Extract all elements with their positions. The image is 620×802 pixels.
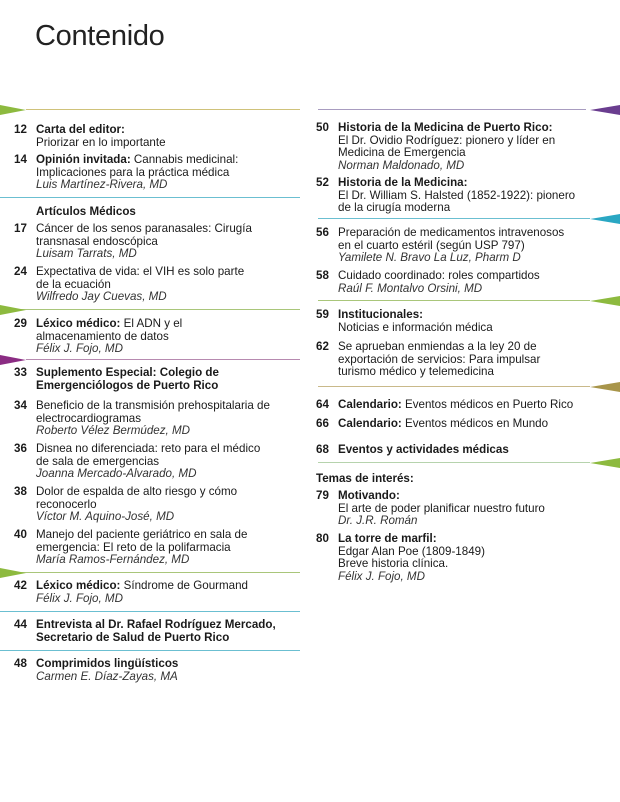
entry-author: Wilfredo Jay Cuevas, MD bbox=[36, 290, 167, 304]
divider bbox=[0, 572, 300, 573]
green-triangle-marker bbox=[590, 296, 620, 306]
entry-title-cont: Emergenciólogos de Puerto Rico bbox=[36, 378, 219, 392]
entry-subtitle-cont: Breve historia clínica. bbox=[338, 557, 449, 571]
entry-author: Dr. J.R. Román bbox=[338, 514, 418, 528]
entry-title-cont: transnasal endoscópica bbox=[36, 234, 158, 248]
entry-title: Eventos médicos en Mundo bbox=[401, 417, 549, 430]
entry-title-cont: Implicaciones para la práctica médica bbox=[36, 165, 230, 179]
divider bbox=[0, 197, 300, 198]
entry-title: Suplemento Especial: Colegio de bbox=[36, 366, 219, 379]
entry-title: Eventos médicos en Puerto Rico bbox=[401, 398, 574, 411]
entry-author: Roberto Vélez Bermúdez, MD bbox=[36, 424, 191, 438]
teal-triangle-marker bbox=[590, 214, 620, 224]
page-number: 68 bbox=[316, 443, 329, 456]
page-number: 52 bbox=[316, 176, 329, 189]
page-number: 44 bbox=[14, 618, 27, 631]
entry-title: Cannabis medicinal: bbox=[130, 153, 239, 166]
entry-title-cont: en el cuarto estéril (según USP 797) bbox=[338, 238, 525, 252]
entry-title: Historia de la Medicina de Puerto Rico: bbox=[338, 121, 553, 134]
page-number: 17 bbox=[14, 222, 27, 235]
entry-title-cont: electrocardiogramas bbox=[36, 411, 142, 425]
page-number: 64 bbox=[316, 398, 329, 411]
entry-title: Disnea no diferenciada: reto para el médico bbox=[36, 442, 261, 455]
divider bbox=[318, 462, 590, 463]
page-title: Contenido bbox=[35, 20, 165, 52]
divider bbox=[318, 109, 586, 110]
magenta-triangle-marker bbox=[0, 355, 26, 365]
entry-title: Beneficio de la transmisión prehospitalaria de bbox=[36, 399, 270, 412]
page-number: 79 bbox=[316, 489, 329, 502]
entry-author: Víctor M. Aquino-José, MD bbox=[36, 510, 175, 524]
entry-author: Luis Martínez-Rivera, MD bbox=[36, 178, 168, 192]
entry-subtitle: El arte de poder planificar nuestro futuro bbox=[338, 501, 545, 515]
page-number: 58 bbox=[316, 269, 329, 282]
section-heading: Artículos Médicos bbox=[36, 205, 136, 218]
entry-title: Manejo del paciente geriátrico en sala de bbox=[36, 528, 248, 541]
entry-title: Expectativa de vida: el VIH es solo parte bbox=[36, 265, 245, 278]
entry-title: Motivando: bbox=[338, 489, 400, 502]
page-number: 29 bbox=[14, 317, 27, 330]
green-triangle-marker bbox=[0, 568, 26, 578]
entry-author: Carmen E. Díaz-Zayas, MA bbox=[36, 669, 178, 683]
entry-author: María Ramos-Fernández, MD bbox=[36, 553, 190, 567]
page-number: 38 bbox=[14, 485, 27, 498]
entry-title: al Dr. Rafael Rodríguez Mercado, bbox=[92, 618, 276, 631]
entry-author: Luisam Tarrats, MD bbox=[36, 247, 137, 261]
gold-triangle-marker bbox=[590, 382, 620, 392]
entry-subtitle: Priorizar en lo importante bbox=[36, 135, 166, 149]
page-number: 59 bbox=[316, 308, 329, 321]
entry-title: Institucionales: bbox=[338, 308, 424, 321]
divider bbox=[26, 109, 300, 110]
entry-title-cont: de la ecuación bbox=[36, 277, 111, 291]
entry-title-cont: almacenamiento de datos bbox=[36, 329, 169, 343]
purple-triangle-marker bbox=[590, 105, 620, 115]
page-number: 12 bbox=[14, 123, 27, 136]
entry-title: Cáncer de los senos paranasales: Cirugía bbox=[36, 222, 252, 235]
divider bbox=[26, 359, 300, 360]
page-number: 14 bbox=[14, 153, 27, 166]
entry-title-cont: de sala de emergencias bbox=[36, 454, 160, 468]
entry-author: Yamilete N. Bravo La Luz, Pharm D bbox=[338, 251, 521, 265]
entry-title-cont: reconocerlo bbox=[36, 497, 97, 511]
entry-subtitle: Edgar Alan Poe (1809-1849) bbox=[338, 544, 485, 558]
page-number: 24 bbox=[14, 265, 27, 278]
entry-title: Preparación de medicamentos intravenosos bbox=[338, 226, 565, 239]
page-number: 48 bbox=[14, 657, 27, 670]
entry-label: Léxico médico: bbox=[36, 579, 121, 592]
entry-author: Félix J. Fojo, MD bbox=[36, 591, 123, 605]
page-number: 42 bbox=[14, 579, 27, 592]
entry-title-cont: exportación de servicios: Para impulsar bbox=[338, 352, 541, 366]
page-number: 34 bbox=[14, 399, 27, 412]
divider bbox=[318, 300, 590, 301]
page-number: 62 bbox=[316, 340, 329, 353]
page-number: 66 bbox=[316, 417, 329, 430]
entry-label: Opinión invitada: bbox=[36, 153, 131, 166]
entry-title: Cuidado coordinado: roles compartidos bbox=[338, 269, 540, 282]
entry-subtitle-cont: de la cirugía moderna bbox=[338, 201, 451, 215]
entry-title: Historia de la Medicina: bbox=[338, 176, 468, 189]
divider bbox=[0, 650, 300, 651]
divider bbox=[0, 309, 300, 310]
green-triangle-marker bbox=[0, 105, 26, 115]
entry-author: Norman Maldonado, MD bbox=[338, 158, 465, 172]
entry-title: Dolor de espalda de alto riesgo y cómo bbox=[36, 485, 238, 498]
entry-title: Comprimidos lingüísticos bbox=[36, 657, 179, 670]
entry-label: Léxico médico: bbox=[36, 317, 121, 330]
entry-author: Félix J. Fojo, MD bbox=[36, 342, 123, 356]
entry-title-cont2: turismo médico y telemedicina bbox=[338, 365, 494, 379]
entry-author: Raúl F. Montalvo Orsini, MD bbox=[338, 281, 483, 295]
entry-title: Se aprueban enmiendas a la ley 20 de bbox=[338, 340, 537, 353]
divider bbox=[318, 218, 590, 219]
entry-title: Eventos y actividades médicas bbox=[338, 443, 509, 456]
green-triangle-marker bbox=[0, 305, 26, 315]
page-number: 40 bbox=[14, 528, 27, 541]
page-number: 80 bbox=[316, 532, 329, 545]
page-number: 56 bbox=[316, 226, 329, 239]
entry-subtitle: El Dr. Ovidio Rodríguez: pionero y líder en bbox=[338, 133, 556, 147]
entry-subtitle-cont: Medicina de Emergencia bbox=[338, 146, 466, 160]
entry-title-cont: Secretario de Salud de Puerto Rico bbox=[36, 630, 230, 644]
entry-author: Joanna Mercado-Alvarado, MD bbox=[36, 467, 197, 481]
entry-title-cont: emergencia: El reto de la polifarmacia bbox=[36, 540, 231, 554]
entry-label: Calendario: bbox=[338, 417, 402, 430]
divider bbox=[0, 611, 300, 612]
divider bbox=[318, 386, 590, 387]
entry-subtitle: Noticias e información médica bbox=[338, 320, 493, 334]
entry-label: Calendario: bbox=[338, 398, 402, 411]
entry-label: Entrevista bbox=[36, 618, 93, 631]
page-number: 33 bbox=[14, 366, 27, 379]
entry-author: Félix J. Fojo, MD bbox=[338, 569, 425, 583]
green-triangle-marker bbox=[590, 458, 620, 468]
entry-title: Síndrome de Gourmand bbox=[120, 579, 249, 592]
page-number: 50 bbox=[316, 121, 329, 134]
entry-title: La torre de marfil: bbox=[338, 532, 437, 545]
entry-title: Carta del editor: bbox=[36, 123, 125, 136]
page-number: 36 bbox=[14, 442, 27, 455]
entry-subtitle: El Dr. William S. Halsted (1852-1922): pionero bbox=[338, 188, 576, 202]
entry-title: El ADN y el bbox=[120, 317, 183, 330]
section-heading: Temas de interés: bbox=[316, 472, 414, 485]
